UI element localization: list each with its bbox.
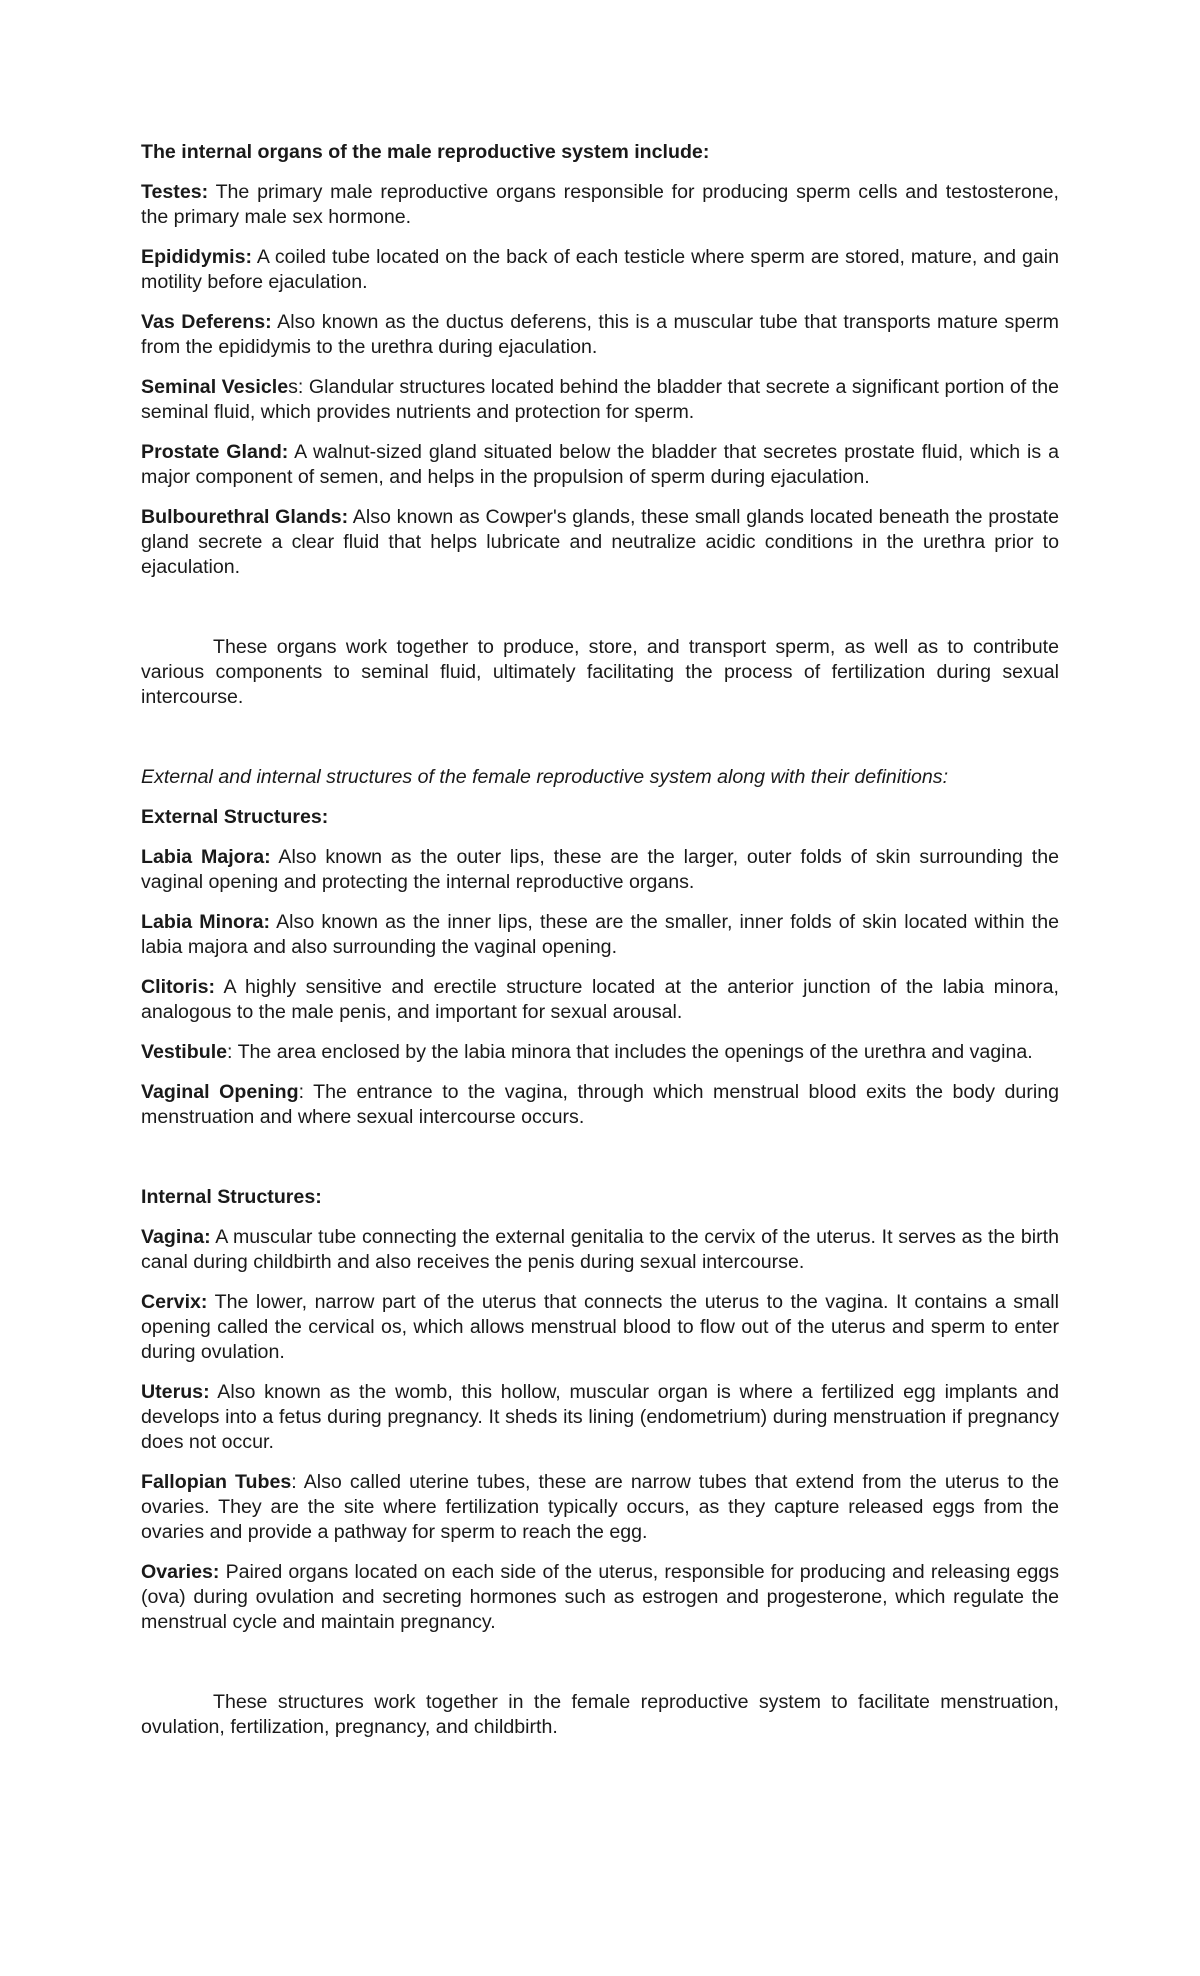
definition-cervix [141, 1290, 1059, 1365]
definition-uterus [141, 1380, 1059, 1455]
term-ovaries: Ovaries: [141, 1561, 220, 1583]
desc-cervix: The lower, narrow part of the uterus that connects the uterus to the vagina. It contains a small opening called the cervical os, which allows menstrual blood to flow out of the uterus and sperm to enter during ovulation. [141, 1291, 1059, 1363]
definition-bulbourethral-glands [141, 505, 1059, 580]
male-summary-paragraph: These organs work together to produce, store, and transport sperm, as well as to contribute various components to seminal fluid, ultimately facilitating the process of fertilization during sexual intercourse. [141, 636, 1059, 708]
term-fallopian-tubes: Fallopian Tubes [141, 1471, 292, 1493]
male-section-heading: The internal organs of the male reproductive system include: [141, 141, 710, 163]
desc-testes: The primary male reproductive organs responsible for producing sperm cells and testosterone, the primary male sex hormone. [141, 181, 1059, 228]
term-vestibule: Vestibule [141, 1041, 228, 1063]
definition-vaginal-opening [141, 1080, 1059, 1130]
definition-epididymis [141, 245, 1059, 295]
female-summary-paragraph: These structures work together in the female reproductive system to facilitate menstruation, ovulation, fertilization, pregnancy, and childbirth. [141, 1691, 1059, 1738]
term-epididymis: Epididymis: [141, 246, 253, 268]
term-vas-deferens: Vas Deferens: [141, 311, 272, 333]
term-labia-minora: Labia Minora: [141, 911, 271, 933]
definition-fallopian-tubes [141, 1470, 1059, 1545]
desc-labia-minora: Also known as the inner lips, these are the smaller, inner folds of skin located within the labia majora and also surrounding the vaginal opening. [141, 911, 1059, 958]
female-section-intro: External and internal structures of the female reproductive system along with their definitions: [141, 766, 949, 788]
definition-testes [141, 180, 1059, 230]
desc-ovaries: Paired organs located on each side of the uterus, responsible for producing and releasing eggs (ova) during ovulation and secreting hormones such as estrogen and progesterone, which regulate the menstrual cycle and maintain pregnancy. [141, 1561, 1059, 1633]
desc-vaginal-opening: : The entrance to the vagina, through which menstrual blood exits the body during menstruation and where sexual intercourse occurs. [141, 1081, 1059, 1128]
term-vaginal-opening: Vaginal Opening [141, 1081, 299, 1103]
definition-labia-majora [141, 845, 1059, 895]
term-seminal-vesicles: Seminal Vesicle [141, 376, 289, 398]
desc-fallopian-tubes: : Also called uterine tubes, these are narrow tubes that extend from the uterus to the ovaries. They are the site where fertilization typically occurs, as they capture released eggs from the ovaries and provide a pathway for sperm to reach the egg. [141, 1471, 1059, 1543]
desc-vestibule: : The area enclosed by the labia minora that includes the openings of the urethra and vagina. [227, 1041, 1033, 1063]
term-cervix: Cervix: [141, 1291, 208, 1313]
desc-prostate-gland: A walnut-sized gland situated below the bladder that secretes prostate fluid, which is a major component of semen, and helps in the propulsion of sperm during ejaculation. [141, 441, 1059, 488]
spacer [141, 725, 1059, 765]
desc-vagina: A muscular tube connecting the external genitalia to the cervix of the uterus. It serves as the birth canal during childbirth and also receives the penis during sexual intercourse. [141, 1226, 1059, 1273]
desc-vas-deferens: Also known as the ductus deferens, this is a muscular tube that transports mature sperm from the epididymis to the urethra during ejaculation. [141, 311, 1059, 358]
term-vagina: Vagina: [141, 1226, 211, 1248]
definition-vagina [141, 1225, 1059, 1275]
definition-vestibule [141, 1040, 1059, 1065]
term-clitoris: Clitoris: [141, 976, 216, 998]
definition-ovaries [141, 1560, 1059, 1635]
definition-labia-minora [141, 910, 1059, 960]
term-labia-majora: Labia Majora: [141, 846, 271, 868]
definition-clitoris [141, 975, 1059, 1025]
desc-labia-majora: Also known as the outer lips, these are the larger, outer folds of skin surrounding the vaginal opening and protecting the internal reproductive organs. [141, 846, 1059, 893]
spacer [141, 1650, 1059, 1690]
term-uterus: Uterus: [141, 1381, 210, 1403]
spacer [141, 1145, 1059, 1185]
spacer [141, 595, 1059, 635]
definition-seminal-vesicles [141, 375, 1059, 425]
term-testes: Testes: [141, 181, 209, 203]
desc-uterus: Also known as the womb, this hollow, muscular organ is where a fertilized egg implants and develops into a fetus during pregnancy. It sheds its lining (endometrium) during menstruation if pregnancy does not occur. [141, 1381, 1059, 1453]
term-prostate-gland: Prostate Gland: [141, 441, 289, 463]
definition-prostate-gland [141, 440, 1059, 490]
external-structures-heading: External Structures: [141, 806, 329, 828]
desc-seminal-vesicles: s: Glandular structures located behind the bladder that secrete a significant portion of the seminal fluid, which provides nutrients and protection for sperm. [141, 376, 1059, 423]
desc-epididymis: A coiled tube located on the back of each testicle where sperm are stored, mature, and gain motility before ejaculation. [141, 246, 1059, 293]
internal-structures-heading: Internal Structures: [141, 1186, 322, 1208]
term-bulbourethral-glands: Bulbourethral Glands: [141, 506, 349, 528]
desc-clitoris: A highly sensitive and erectile structure located at the anterior junction of the labia minora, analogous to the male penis, and important for sexual arousal. [141, 976, 1059, 1023]
desc-bulbourethral-glands: Also known as Cowper's glands, these small glands located beneath the prostate gland secrete a clear fluid that helps lubricate and neutralize acidic conditions in the urethra prior to ejaculation. [141, 506, 1059, 578]
definition-vas-deferens [141, 310, 1059, 360]
